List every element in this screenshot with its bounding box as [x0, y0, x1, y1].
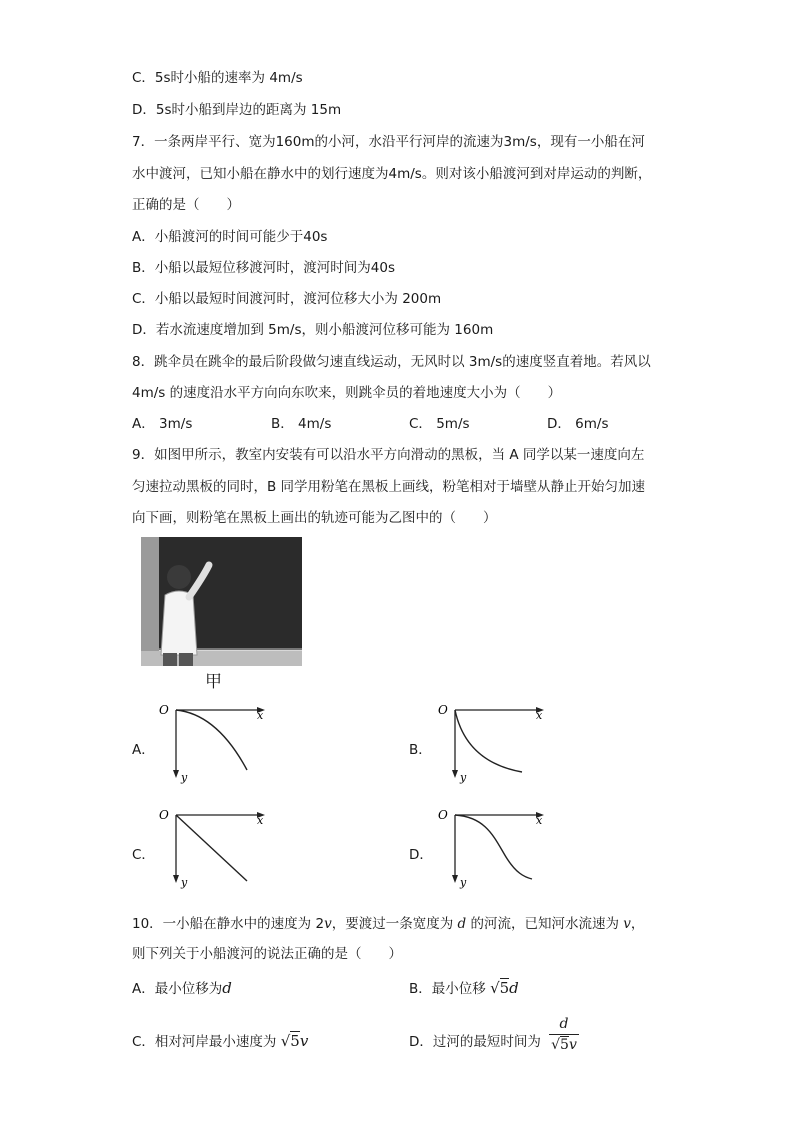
- q8-option-b: B． 4m/s: [271, 416, 332, 432]
- q10-option-c-text: C．相对河岸最小速度为: [132, 1034, 277, 1050]
- q10-option-c-radicand: 5: [290, 1032, 300, 1050]
- photo-caption: 甲: [205, 672, 222, 692]
- q9-stem-line1: 9．如图甲所示，教室内安装有可以沿水平方向滑动的黑板，当 A 同学以某一速度向左: [132, 447, 645, 463]
- q8-stem-line2: 4m/s 的速度沿水平方向向东吹来，则跳伞员的着地速度大小为（ ）: [132, 385, 562, 401]
- q7-stem-line3: 正确的是（ ）: [132, 197, 240, 213]
- q6-option-d: D．5s时小船到岸边的距离为 15m: [132, 102, 342, 118]
- q7-option-c: C．小船以最短时间渡河时，渡河位移大小为 200m: [132, 291, 442, 307]
- q10-stem-part4: ，: [630, 916, 645, 932]
- graph-d-y-arrow: [452, 875, 458, 883]
- q10-option-d-text: D．过河的最短时间为: [409, 1034, 541, 1050]
- q10-math-d: d: [457, 916, 467, 932]
- graph-d-curve: [455, 815, 532, 879]
- q10-stem-part2: ，要渡过一条宽度为: [331, 916, 458, 932]
- graph-b-origin: O: [438, 703, 448, 717]
- graph-c-x-label: x: [257, 814, 264, 827]
- q8-option-d: D． 6m/s: [547, 416, 609, 432]
- q10-math-v: v: [324, 916, 332, 932]
- q8-option-c: C． 5m/s: [409, 416, 470, 432]
- q9-graph-c: [155, 805, 275, 893]
- q9-stem-line3: 向下画，则粉笔在黑板上画出的轨迹可能为乙图中的（ ）: [132, 510, 497, 526]
- q10-stem-part3: 的河流，已知河水流速为: [466, 916, 624, 932]
- graph-a-y-arrow: [173, 770, 179, 778]
- q10-option-d-den-radicand: 5: [560, 1037, 569, 1053]
- q9-graph-b: [434, 700, 554, 788]
- q9-stem-line2: 匀速拉动黑板的同时，B 同学用粉笔在黑板上画线，粉笔相对于墙壁从静止开始匀加速: [132, 479, 646, 495]
- q9-graph-d: [434, 805, 554, 893]
- q9-graph-a: [155, 700, 275, 788]
- graph-c-origin: O: [159, 808, 169, 822]
- q10-stem-part1: 10．一小船在静水中的速度为 2: [132, 916, 325, 932]
- q10-option-a-math: d: [222, 979, 232, 997]
- q10-option-d-numerator: d: [559, 1016, 569, 1032]
- graph-a-curve: [176, 710, 247, 770]
- graph-b-curve: [455, 710, 522, 772]
- graph-c-y-arrow: [173, 875, 179, 883]
- fraction-bar: [549, 1034, 579, 1035]
- q10-option-b-text: B．最小位移: [409, 981, 486, 997]
- graph-a-y-label: y: [181, 771, 188, 784]
- q10-option-d-denominator: √5v: [551, 1037, 577, 1053]
- graph-a-x-label: x: [257, 709, 264, 722]
- q9-option-c-label: C．: [132, 847, 155, 863]
- q10-option-d-den-var: v: [568, 1037, 577, 1053]
- graph-b-y-arrow: [452, 770, 458, 778]
- q6-option-c: C．5s时小船的速率为 4m/s: [132, 70, 303, 86]
- q10-option-a: [132, 977, 232, 997]
- q10-option-b-var: d: [509, 979, 519, 997]
- graph-d-x-label: x: [536, 814, 543, 827]
- q10-stem-line1: [132, 912, 644, 932]
- q7-stem-line2: 水中渡河，已知小船在静水中的划行速度为4m/s。则对该小船渡河到对岸运动的判断，: [132, 166, 652, 182]
- q9-option-b-label: B．: [409, 742, 432, 758]
- blackboard-photo: [141, 537, 302, 666]
- q10-option-c: C．相对河岸最小速度为 √5v: [132, 1032, 309, 1050]
- graph-a-origin: O: [159, 703, 169, 717]
- q10-stem-line2: 则下列关于小船渡河的说法正确的是（ ）: [132, 946, 402, 962]
- q8-stem-line1: 8．跳伞员在跳伞的最后阶段做匀速直线运动，无风时以 3m/s的速度竖直着地。若风以: [132, 354, 651, 370]
- graph-c-curve: [176, 815, 247, 881]
- graph-b-x-label: x: [536, 709, 543, 722]
- q10-option-b: B．最小位移 √5d: [409, 979, 519, 997]
- q7-option-d: D．若水流速度增加到 5m/s，则小船渡河位移可能为 160m: [132, 322, 494, 338]
- graph-b-y-label: y: [460, 771, 467, 784]
- graph-d-origin: O: [438, 808, 448, 822]
- q10-option-c-var: v: [299, 1032, 309, 1050]
- graph-d-y-label: y: [460, 876, 467, 889]
- q8-option-a: A． 3m/s: [132, 416, 193, 432]
- q10-option-b-radicand: 5: [499, 979, 510, 997]
- q9-option-d-label: D．: [409, 847, 433, 863]
- q7-stem-line1: 7．一条两岸平行、宽为160m的小河，水沿平行河岸的流速为3m/s，现有一小船在河: [132, 134, 645, 150]
- blackboard-photo-image: [141, 537, 302, 666]
- q7-option-b: B．小船以最短位移渡河时，渡河时间为40s: [132, 260, 395, 276]
- q10-math-v2: v: [623, 916, 631, 932]
- graph-c-y-label: y: [181, 876, 188, 889]
- q10-option-d-fraction: [549, 1016, 579, 1053]
- q9-option-a-label: A．: [132, 742, 155, 758]
- q10-option-a-text: A．最小位移为: [132, 981, 223, 997]
- q7-option-a: A．小船渡河的时间可能少于40s: [132, 229, 328, 245]
